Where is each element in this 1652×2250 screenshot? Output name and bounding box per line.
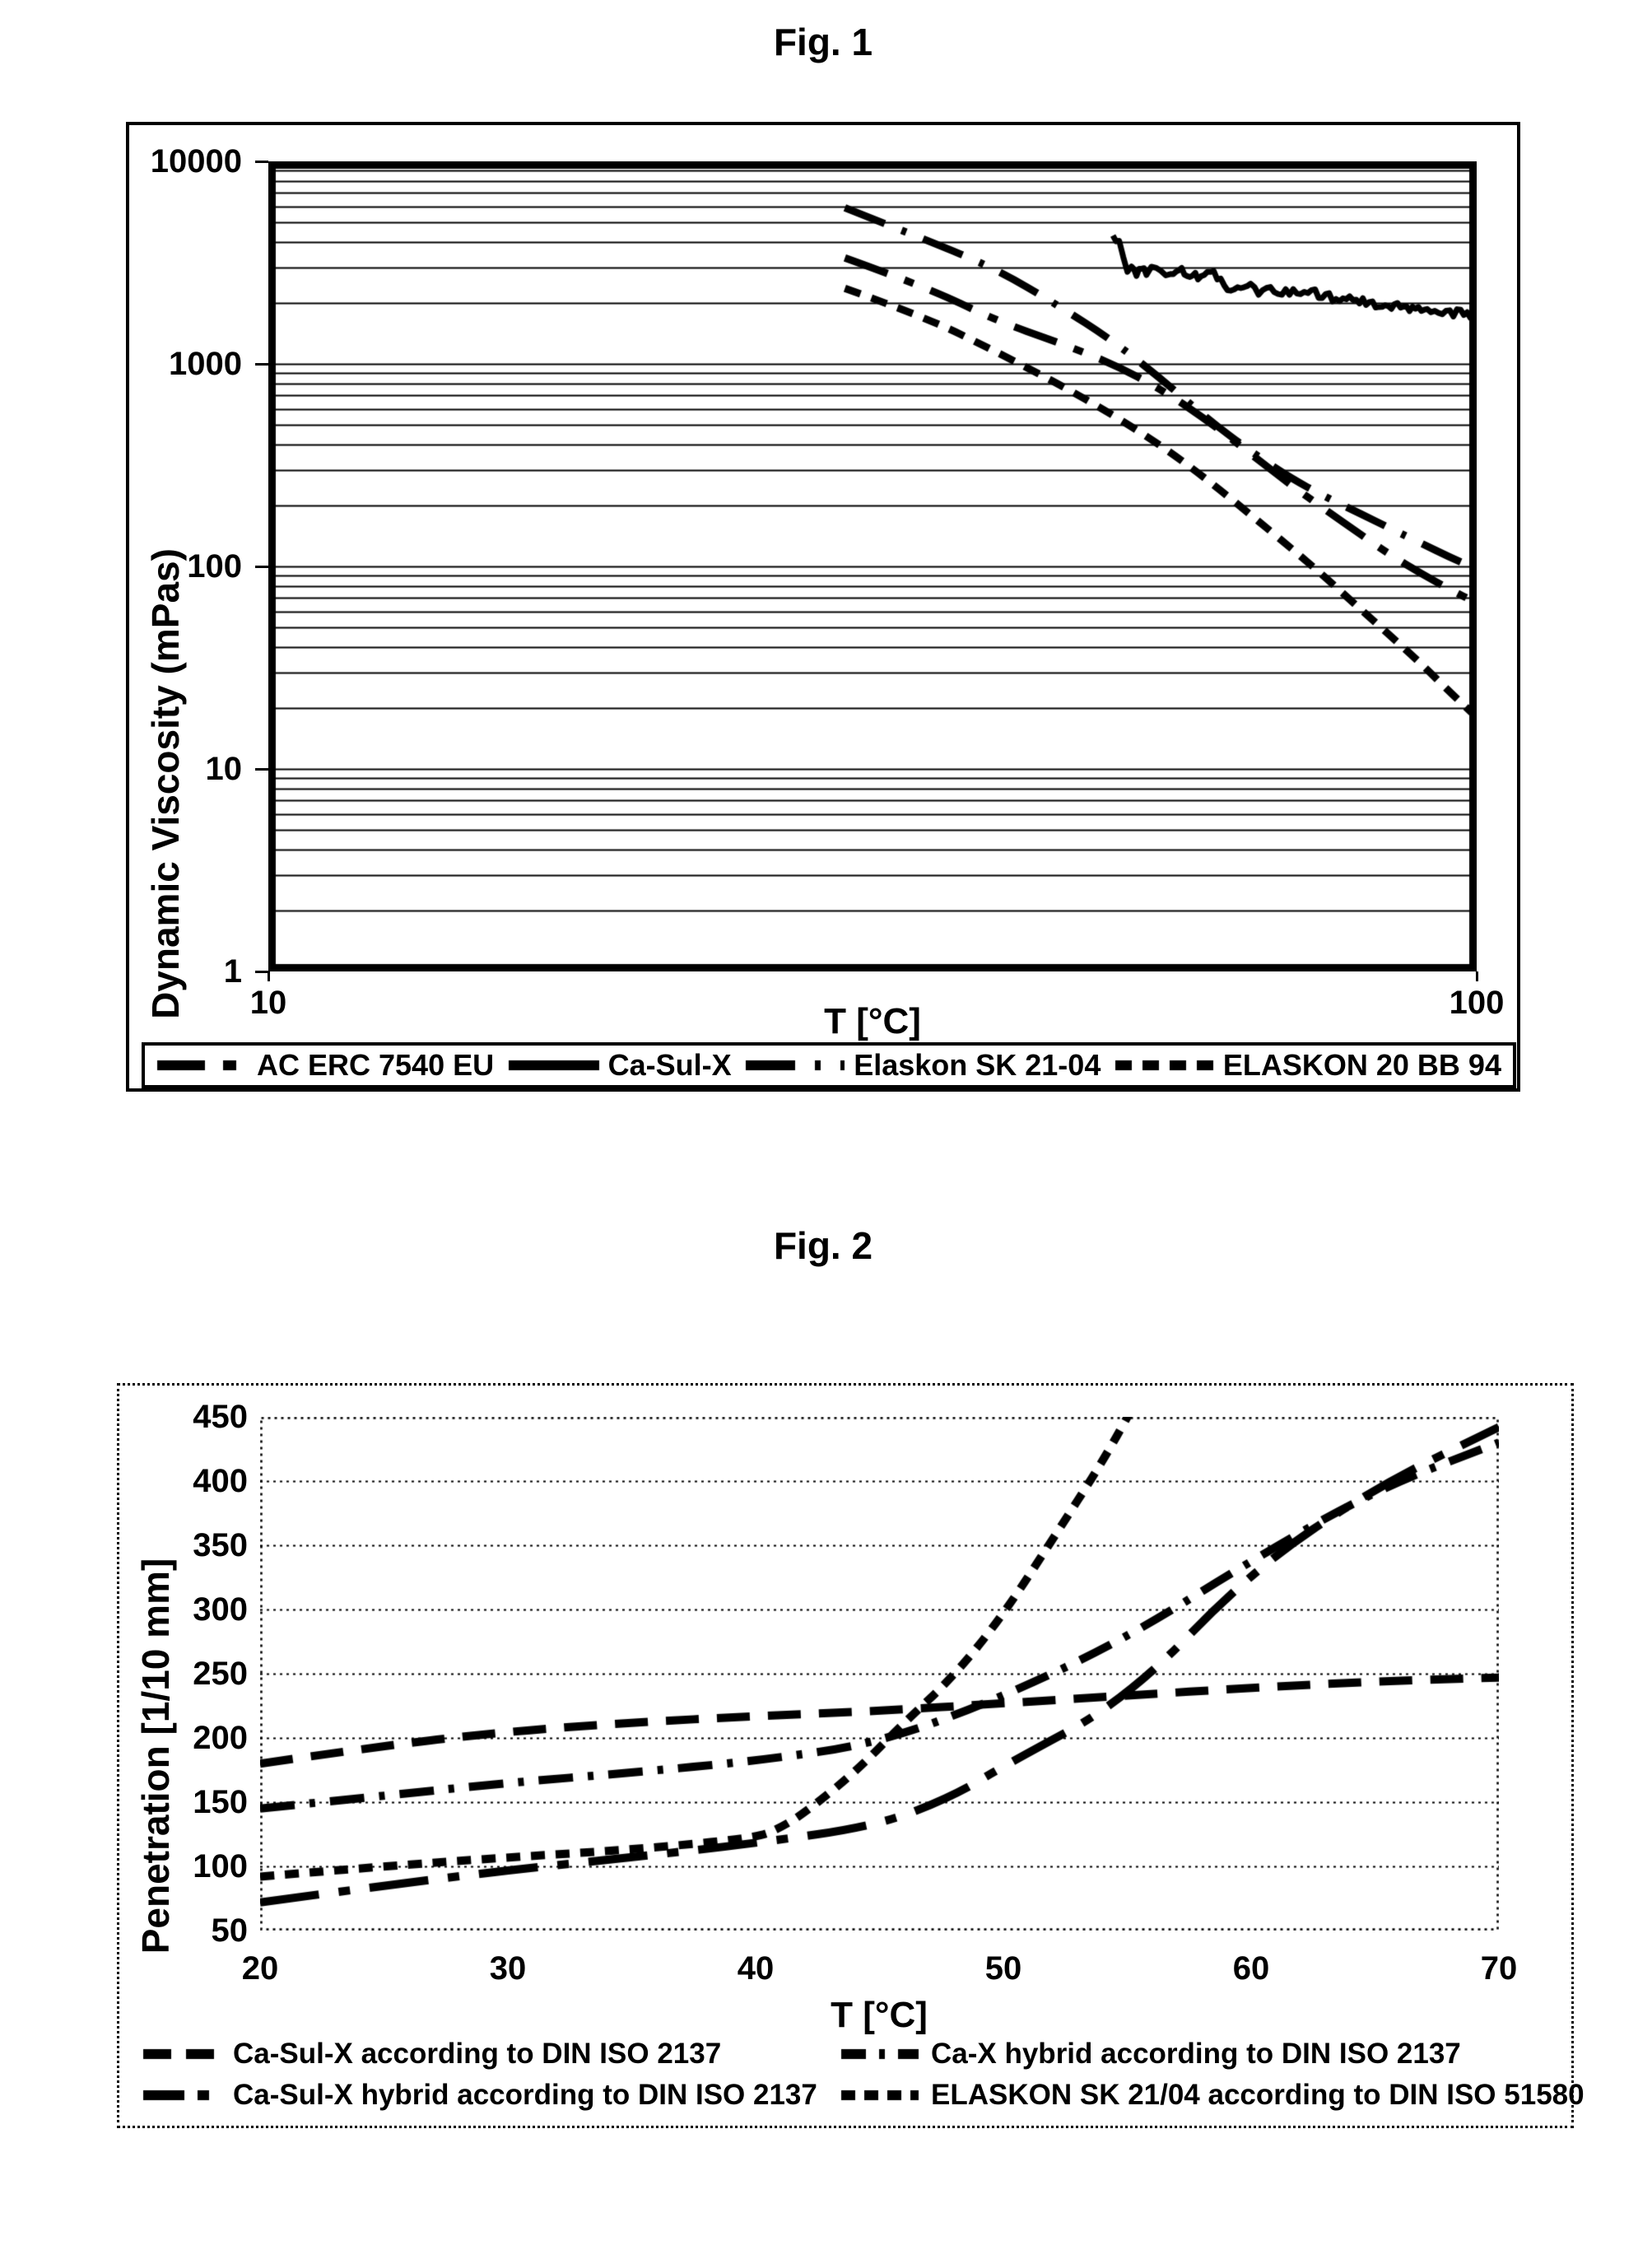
legend-label: Ca-Sul-X according to DIN ISO 2137 <box>233 2038 722 2070</box>
fig2-x-tick-label: 30 <box>489 1950 527 1987</box>
legend-label: Ca-X hybrid according to DIN ISO 2137 <box>931 2038 1461 2070</box>
fig1-x-tick-label: 10 <box>249 985 287 1021</box>
fig1-y-tick-mark <box>255 161 268 163</box>
fig1-frame <box>126 122 1520 1092</box>
fig1-y-tick-mark <box>255 566 268 568</box>
fig2-x-tick-label: 60 <box>1232 1950 1270 1987</box>
fig2-y-tick-label: 350 <box>193 1527 248 1563</box>
legend-item <box>142 2079 817 2112</box>
fig1-x-axis-title: T [°C] <box>824 1001 921 1041</box>
fig1-y-tick-label: 1 <box>223 953 242 990</box>
fig2-x-tick-label: 70 <box>1480 1950 1518 1987</box>
fig2-x-axis-title: T [°C] <box>831 1995 928 2035</box>
fig2-x-tick-label: 20 <box>241 1950 279 1987</box>
legend-label: Ca-Sul-X hybrid according to DIN ISO 2137 <box>233 2079 817 2111</box>
legend-marker-ca-sul-x-din-iso-2137-icon <box>142 2048 221 2060</box>
fig1-legend <box>142 1042 1516 1088</box>
legend-marker-elaskon-sk-21-04-din-iso-51580-icon <box>840 2089 919 2101</box>
fig2-y-tick-label: 450 <box>193 1399 248 1435</box>
fig2-y-tick-label: 300 <box>193 1591 248 1628</box>
fig2-y-tick-label: 250 <box>193 1656 248 1692</box>
legend-item <box>840 2038 1461 2071</box>
legend-marker-ca-sul-x-icon <box>508 1060 600 1071</box>
fig2-y-tick-label: 150 <box>193 1784 248 1820</box>
legend-label: AC ERC 7540 EU <box>257 1048 495 1082</box>
fig2-y-tick-label: 100 <box>193 1848 248 1884</box>
legend-item <box>156 1048 494 1083</box>
legend-label: ELASKON SK 21/04 according to DIN ISO 51580 <box>931 2079 1585 2111</box>
legend-marker-elaskon-sk-21-04-icon <box>745 1060 845 1071</box>
fig2-frame <box>117 1383 1585 2128</box>
fig1-y-tick-label: 1000 <box>169 346 242 382</box>
fig1-plot-canvas <box>268 161 1477 971</box>
legend-marker-ac-erc-7540-eu-icon <box>156 1060 249 1071</box>
legend-marker-ca-x-hybrid-din-iso-2137-icon <box>840 2048 919 2060</box>
fig2-y-axis-title: Penetration [1/10 mm] <box>134 1558 177 1954</box>
fig2-y-tick-label: 400 <box>193 1463 248 1499</box>
fig2-x-tick-label: 50 <box>984 1950 1022 1987</box>
legend-label: Elaskon SK 21-04 <box>854 1048 1101 1082</box>
fig1-x-tick-mark <box>1476 971 1478 981</box>
fig2-x-tick-label: 40 <box>737 1950 775 1987</box>
fig2-title: Fig. 2 <box>773 1224 873 1267</box>
fig1-x-tick-mark <box>268 971 270 981</box>
fig1-y-tick-mark <box>255 363 268 366</box>
legend-item <box>840 2079 1585 2112</box>
legend-label: Ca-Sul-X <box>607 1048 732 1082</box>
fig1-y-tick-mark <box>255 768 268 771</box>
fig2-plot-canvas <box>260 1417 1499 1931</box>
fig1-y-tick-label: 10 <box>205 751 242 787</box>
fig2-y-tick-label: 200 <box>193 1720 248 1756</box>
legend-item <box>745 1048 1101 1083</box>
legend-item <box>142 2038 721 2071</box>
legend-label: ELASKON 20 BB 94 <box>1222 1048 1501 1082</box>
fig1-y-tick-label: 100 <box>187 548 242 585</box>
fig2-y-tick-label: 50 <box>211 1912 248 1949</box>
legend-marker-ca-sul-x-hybrid-din-iso-2137-icon <box>142 2089 221 2101</box>
legend-item <box>1115 1048 1501 1083</box>
fig1-x-tick-label: 100 <box>1449 985 1505 1021</box>
fig2-y-tick-labels <box>119 1386 248 2126</box>
fig1-title: Fig. 1 <box>773 21 873 63</box>
fig1-y-tick-label: 10000 <box>150 143 242 179</box>
fig1-y-tick-labels <box>129 125 242 1088</box>
fig1-y-axis-title: Dynamic Viscosity (mPas) <box>144 548 187 1019</box>
legend-marker-elaskon-20-bb-94-icon <box>1115 1060 1215 1071</box>
legend-item <box>508 1048 732 1083</box>
